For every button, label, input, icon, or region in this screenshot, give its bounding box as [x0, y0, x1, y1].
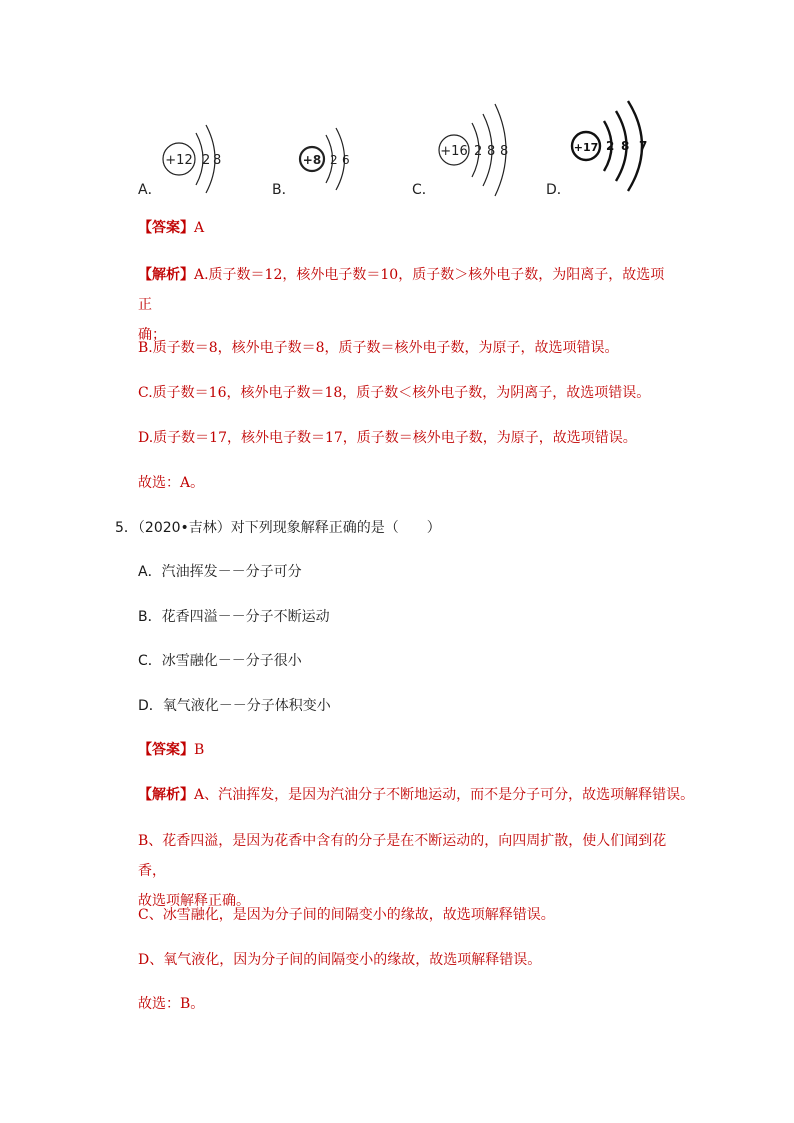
- q5-analysis-b: [138, 826, 678, 916]
- nucleus-charge: +8: [302, 153, 322, 167]
- shell-electrons: 8: [213, 153, 222, 168]
- shell-electrons: 2: [606, 139, 615, 153]
- analysis-line: [138, 260, 678, 320]
- q5-conclusion: 故选：B。: [138, 996, 205, 1012]
- analysis-line: 故选项解释正确。: [138, 893, 250, 909]
- shell-electrons: 8: [500, 144, 509, 159]
- nucleus-charge: +17: [573, 141, 599, 154]
- shell-electrons: 7: [639, 139, 648, 153]
- nucleus-charge: +12: [165, 153, 193, 168]
- option-letter: B．: [272, 182, 296, 198]
- option-d-diagram: [546, 95, 746, 205]
- shell-electrons: 2: [330, 153, 338, 167]
- q5-stem: 5．（2020•吉林）对下列现象解释正确的是（ ）: [115, 520, 441, 536]
- analysis-line: 确；: [138, 327, 166, 343]
- analysis-tag: 【解析】: [138, 787, 194, 803]
- q4-conclusion: 故选：A。: [138, 475, 205, 491]
- analysis-line: B、花香四溢，是因为花香中含有的分子是在不断运动的，向四周扩散，使人们闻到花香，: [138, 833, 667, 879]
- q5-option-c: C．冰雪融化－－分子很小: [138, 653, 302, 669]
- q5-option-d: D．氧气液化－－分子体积变小: [138, 698, 331, 714]
- analysis-tag: 【解析】: [138, 267, 194, 283]
- shell-electrons: 8: [621, 139, 630, 153]
- option-letter: A．: [138, 182, 162, 198]
- q4-analysis-d: D.质子数＝17，核外电子数＝17，质子数＝核外电子数，为原子，故选项错误。: [138, 430, 637, 446]
- q5-analysis-c: C、冰雪融化，是因为分子间的间隔变小的缘故，故选项解释错误。: [138, 907, 555, 923]
- analysis-text: A.质子数＝12，核外电子数＝10，质子数＞核外电子数，为阳离子，故选项正: [138, 267, 665, 313]
- answer-value: A: [194, 220, 205, 236]
- answer-tag: 【答案】: [138, 220, 194, 236]
- shell-electrons: 2: [202, 153, 211, 168]
- q5-analysis-a: [138, 784, 694, 806]
- shell-electrons: 8: [487, 144, 496, 159]
- q4-analysis-b: B.质子数＝8，核外电子数＝8，质子数＝核外电子数，为原子，故选项错误。: [138, 340, 619, 356]
- answer-tag: 【答案】: [138, 742, 194, 758]
- q5-answer: [138, 739, 204, 761]
- q5-analysis-d: D、氧气液化，因为分子间的间隔变小的缘故，故选项解释错误。: [138, 952, 542, 968]
- answer-value: B: [194, 742, 205, 758]
- q5-option-b: B．花香四溢－－分子不断运动: [138, 609, 330, 625]
- shell-electrons: 6: [342, 153, 350, 167]
- q4-answer: [138, 217, 204, 239]
- analysis-text: A、汽油挥发，是因为汽油分子不断地运动，而不是分子可分，故选项解释错误。: [194, 787, 695, 803]
- option-letter: C．: [412, 182, 436, 198]
- q4-analysis-c: C.质子数＝16，核外电子数＝18，质子数＜核外电子数，为阴离子，故选项错误。: [138, 385, 651, 401]
- atom-structure-d: [546, 95, 746, 205]
- q5-option-a: A．汽油挥发－－分子可分: [138, 564, 302, 580]
- nucleus-charge: +16: [440, 144, 468, 159]
- option-letter: D．: [546, 182, 571, 198]
- shell-electrons: 2: [474, 144, 483, 159]
